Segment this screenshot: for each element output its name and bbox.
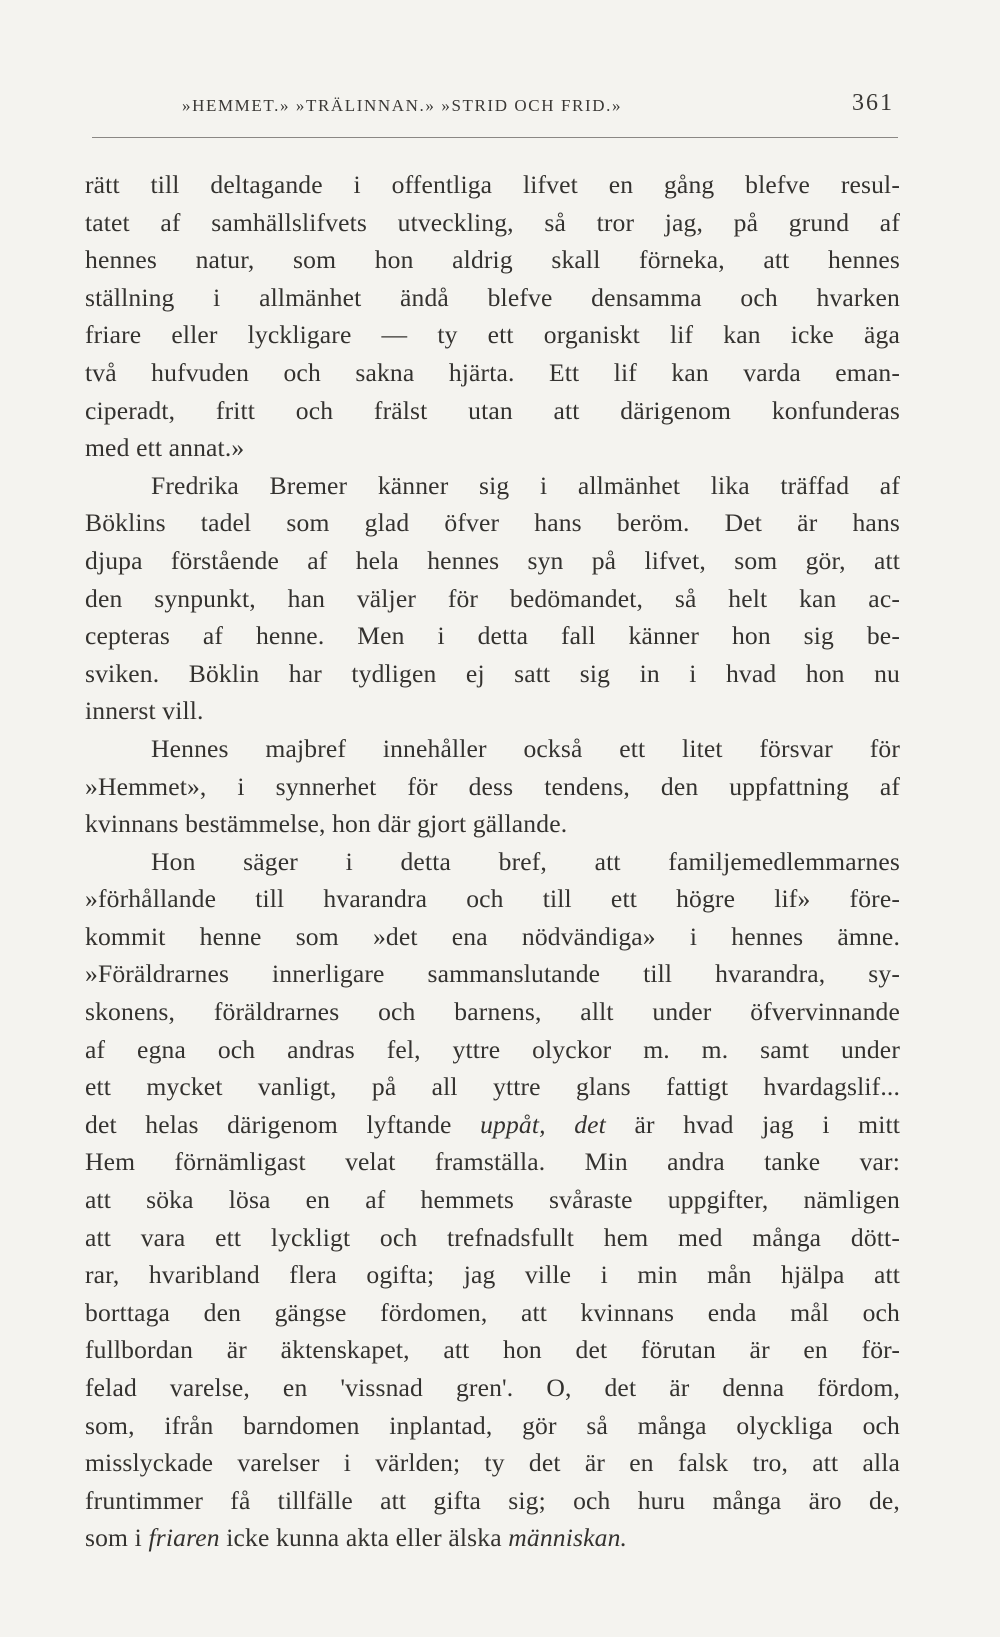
text-line: att söka lösa en af hemmets svåraste uppgifter, nämligen <box>85 1185 900 1215</box>
text-line: felad varelse, en 'vissnad gren'. O, det är denna fördom, <box>85 1373 900 1402</box>
text-line: kommit henne som »det ena nödvändiga» i hennes ämne. <box>85 921 900 951</box>
text-line: kvinnans bestämmelse, hon där gjort gällande. <box>85 809 568 839</box>
text-segment: icke kunna akta eller älska <box>219 1523 509 1553</box>
italic-text: uppåt, det <box>480 1109 606 1139</box>
text-line: af egna och andras fel, yttre olyckor m. m. samt under <box>85 1034 900 1064</box>
text-line: cepteras af henne. Men i detta fall känner hon sig be- <box>85 621 900 651</box>
italic-text: människan. <box>508 1523 628 1553</box>
text-line: att vara ett lyckligt och trefnadsfullt hem med många dött- <box>85 1222 900 1252</box>
text-line: »Hemmet», i synnerhet för dess tendens, den uppfattning af <box>85 771 900 801</box>
text-line <box>85 1106 900 1144</box>
text-line: skonens, föräldrarnes och barnens, allt under öfvervinnande <box>85 997 900 1027</box>
running-title: »HEMMET.» »TRÄLINNAN.» »STRID OCH FRID.» <box>182 96 623 115</box>
text-line: två hufvuden och sakna hjärta. Ett lif kan varda eman- <box>85 357 900 387</box>
text-line: ställning i allmänhet ändå blefve densamma och hvarken <box>85 282 900 312</box>
text-line: Hem förnämligast velat framställa. Min andra tanke var: <box>85 1147 900 1177</box>
text-line: djupa förstående af hela hennes syn på lifvet, som gör, att <box>85 545 900 575</box>
text-line: ciperadt, fritt och frälst utan att därigenom konfunderas <box>85 395 900 425</box>
text-line: »Föräldrarnes innerligare sammanslutande till hvarandra, sy- <box>85 959 900 989</box>
text-line: hennes natur, som hon aldrig skall förneka, att hennes <box>85 245 900 275</box>
text-line: den synpunkt, han väljer för bedömandet, så helt kan ac- <box>85 583 900 613</box>
text-line: tatet af samhällslifvets utveckling, så tror jag, på grund af <box>85 207 900 237</box>
text-line: Böklins tadel som glad öfver hans beröm. Det är hans <box>85 508 900 538</box>
text-line: borttaga den gängse fördomen, att kvinnans enda mål och <box>85 1297 900 1327</box>
text-line: friare eller lyckligare — ty ett organiskt lif kan icke äga <box>85 320 900 350</box>
text-line: som, ifrån barndomen inplantad, gör så många olyckliga och <box>85 1410 900 1440</box>
text-line: misslyckade varelser i världen; ty det är en falsk tro, att alla <box>85 1448 900 1478</box>
text-line: innerst vill. <box>85 696 204 726</box>
italic-text: friaren <box>148 1523 220 1553</box>
text-line: »förhållande till hvarandra och till ett högre lif» före- <box>85 884 900 914</box>
text-line: med ett annat.» <box>85 433 245 463</box>
paragraph-start: Fredrika Bremer känner sig i allmänhet lika träffad af <box>151 470 900 500</box>
header-rule <box>92 137 898 138</box>
text-line <box>85 1519 900 1557</box>
page-number: 361 <box>852 90 894 116</box>
text-line: fullbordan är äktenskapet, att hon det förutan är en för- <box>85 1335 900 1365</box>
text-line: ett mycket vanligt, på all yttre glans fattigt hvardagslif... <box>85 1072 900 1102</box>
text-segment: det helas därigenom lyftande <box>85 1109 481 1139</box>
paragraph-start: Hon säger i detta bref, att familjemedlemmarnes <box>151 846 900 876</box>
text-line: rätt till deltagande i offentliga lifvet en gång blefve resul- <box>85 170 900 199</box>
paragraph-start: Hennes majbref innehåller också ett litet försvar för <box>151 733 900 763</box>
text-line: fruntimmer få tillfälle att gifta sig; och huru många äro de, <box>85 1485 900 1515</box>
text-line: rar, hvaribland flera ogifta; jag ville i min mån hjälpa att <box>85 1260 900 1290</box>
body-text <box>85 166 900 1557</box>
text-segment: som i <box>85 1523 149 1553</box>
running-head <box>86 92 900 122</box>
text-segment: är hvad jag i mitt <box>605 1109 900 1139</box>
text-line: sviken. Böklin har tydligen ej satt sig in i hvad hon nu <box>85 658 900 688</box>
